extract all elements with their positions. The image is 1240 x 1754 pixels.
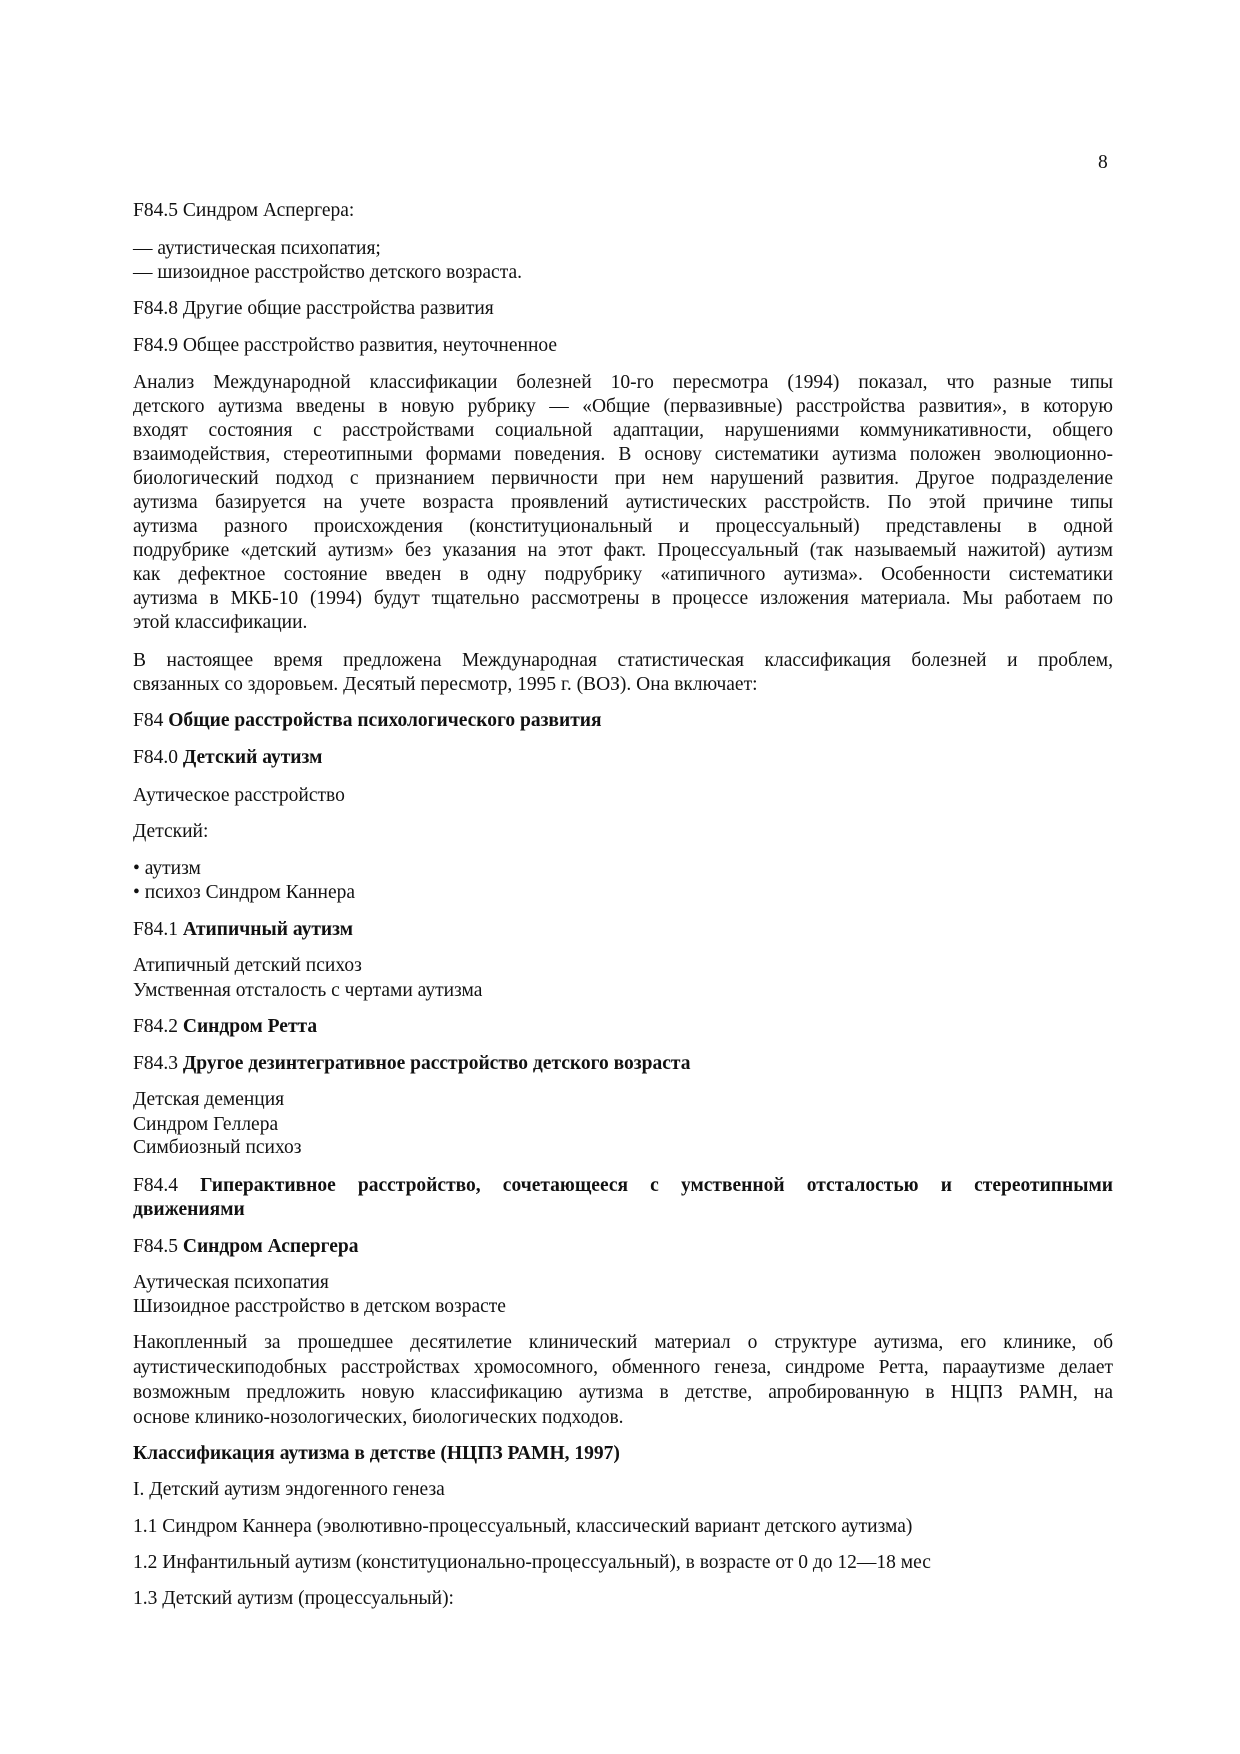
heading-f845-icd [133,1235,1113,1259]
heading-f844 [133,1174,1113,1198]
list-item: • психоз Синдром Каннера [133,882,356,903]
code: F84.0 [133,747,178,768]
title: Гиперактивное расстройство, сочетающееся с умственной отсталостью и стереотипными [200,1175,1113,1196]
classification-title [133,1442,1113,1466]
classification-item: 1.3 Детский аутизм (процессуальный): [133,1588,454,1609]
list-item: • аутизм [133,858,201,879]
heading-f840 [133,746,1113,770]
paragraph-line: детского аутизма введены в новую рубрику — «Общие (первазивные) расстройства развития», в которую [133,396,1113,417]
code: F84.1 [133,919,178,940]
paragraph-line: Накопленный за прошедшее десятилетие клинический материал о структуре аутизма, его клинике, об [133,1332,1113,1353]
code: F84.3 [133,1053,178,1074]
paragraph-line: подрубрике «детский аутизм» без указания на этот факт. Процессуальный (так называемый нажитой) аутизм [133,540,1113,561]
title: Атипичный аутизм [182,919,353,940]
heading-f844-cont [133,1198,1113,1222]
text-line: Синдром Геллера [133,1114,279,1135]
paragraph-line: взаимодействия, стереотипными формами поведения. В основу систематики аутизма положен эволюционно- [133,444,1113,465]
title: Синдром Ретта [182,1016,318,1037]
code: F84.4 [133,1175,178,1196]
text-line: Симбиозный психоз [133,1137,302,1158]
title: движениями [133,1199,245,1220]
text-line: Аутическое расстройство [133,785,345,806]
list-item: — аутистическая психопатия; [133,238,381,259]
text-line: Атипичный детский психоз [133,955,362,976]
paragraph-line: аутизма разного происхождения (конституциональный и процессуальный) представлены в одной [133,516,1113,537]
code: F84 [133,710,164,731]
paragraph-line: В настоящее время предложена Международная статистическая классификация болезней и проблем, [133,650,1113,671]
text-line: Аутическая психопатия [133,1272,329,1293]
classification-item: 1.2 Инфантильный аутизм (конституционально-процессуальный), в возрасте от 0 до 12—18 мес [133,1552,931,1573]
heading-f843 [133,1052,1113,1076]
title: Детский аутизм [182,747,323,768]
text-line: Детская деменция [133,1089,285,1110]
heading-f841 [133,918,1113,942]
paragraph-line: биологический подход с признанием первичности при нем нарушений развития. Другое подразделение [133,468,1113,489]
heading-f848: F84.8 Другие общие расстройства развития [133,298,494,319]
paragraph-line: Анализ Международной классификации болезней 10-го пересмотра (1994) показал, что разные типы [133,372,1113,393]
paragraph-line: аутизма базируется на учете возраста проявлений аутистических расстройств. По этой причине типы [133,492,1113,513]
list-item: — шизоидное расстройство детского возраста. [133,262,523,283]
heading-f84 [133,709,1113,733]
paragraph-line: этой классификации. [133,612,308,633]
classification-item: I. Детский аутизм эндогенного генеза [133,1479,445,1500]
title: Общие расстройства психологического развития [168,710,602,731]
paragraph-line: аутистическиподобных расстройствах хромосомного, обменного генеза, синдроме Ретта, парааутизме делает [133,1357,1113,1378]
paragraph-line: основе клинико-нозологических, биологических подходов. [133,1407,624,1428]
paragraph-line: связанных со здоровьем. Десятый пересмотр, 1995 г. (ВОЗ). Она включает: [133,674,758,695]
heading-f849: F84.9 Общее расстройство развития, неуточненное [133,335,558,356]
title: Другое дезинтегративное расстройство детского возраста [182,1053,691,1074]
text-line: Умственная отсталость с чертами аутизма [133,980,483,1001]
title: Классификация аутизма в детстве (НЦПЗ РАМН, 1997) [133,1443,620,1464]
paragraph-line: входят состояния с расстройствами социальной адаптации, нарушениями коммуникативности, общего [133,420,1113,441]
text-line: Детский: [133,821,209,842]
classification-item: 1.1 Синдром Каннера (эволютивно-процессуальный, классический вариант детского аутизма) [133,1516,913,1537]
code: F84.2 [133,1016,178,1037]
heading-f845: F84.5 Синдром Аспергера: [133,200,355,221]
text-line: Шизоидное расстройство в детском возрасте [133,1296,506,1317]
paragraph-line: как дефектное состояние введен в одну подрубрику «атипичного аутизма». Особенности систематики [133,564,1113,585]
paragraph-line: возможным предложить новую классификацию аутизма в детстве, апробированную в НЦПЗ РАМН, на [133,1382,1113,1403]
page-number: 8 [1098,152,1108,173]
title: Синдром Аспергера [182,1236,359,1257]
paragraph-line: аутизма в МКБ-10 (1994) будут тщательно рассмотрены в процессе изложения материала. Мы работаем по [133,588,1113,609]
heading-f842 [133,1015,1113,1039]
code: F84.5 [133,1236,178,1257]
